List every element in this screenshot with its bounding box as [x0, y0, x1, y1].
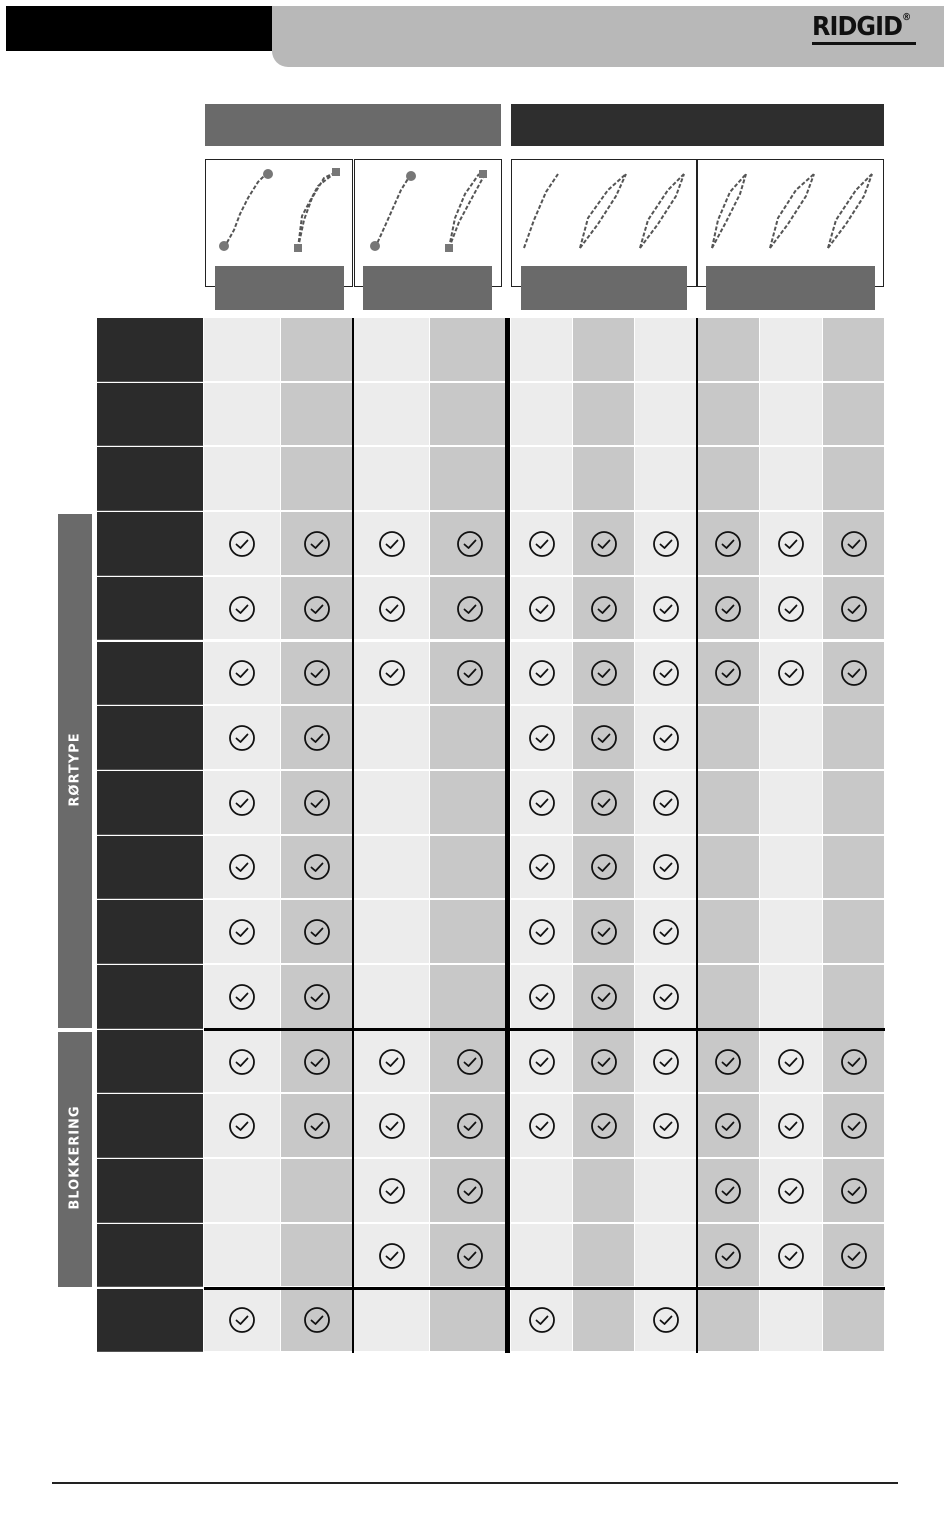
table-cell: [281, 383, 353, 447]
table-cell: [635, 1159, 696, 1223]
table-cell: [760, 836, 822, 900]
row-header: [97, 965, 203, 1029]
checkmark-icon: [777, 659, 805, 687]
table-cell: [281, 447, 353, 511]
table-cell: [823, 642, 884, 706]
table-cell: [511, 965, 572, 1029]
column-separator: [352, 318, 354, 1353]
table-cell: [430, 771, 510, 835]
table-cell: [635, 836, 696, 900]
checkmark-icon: [228, 1048, 256, 1076]
table-cell: [697, 706, 759, 770]
table-cell: [354, 447, 429, 511]
table-cell: [635, 1094, 696, 1158]
checkmark-icon: [456, 659, 484, 687]
checkmark-icon: [652, 530, 680, 558]
row-header: [97, 1030, 203, 1094]
table-cell: [511, 900, 572, 964]
table-cell: [430, 1289, 510, 1353]
checkmark-icon: [303, 789, 331, 817]
checkmark-icon: [714, 1112, 742, 1140]
checkmark-icon: [714, 1177, 742, 1205]
chain-knocker-carbide-icon: [355, 160, 503, 260]
checkmark-icon: [303, 595, 331, 623]
group-header-1: [205, 104, 501, 146]
table-cell: [354, 642, 429, 706]
checkmark-icon: [228, 983, 256, 1011]
table-cell: [281, 318, 353, 382]
column-separator: [505, 318, 510, 1353]
checkmark-icon: [590, 853, 618, 881]
table-cell: [511, 1030, 572, 1094]
table-cell: [511, 1289, 572, 1353]
table-cell: [823, 577, 884, 641]
side-tab-blockage: [58, 1032, 92, 1287]
table-cell: [635, 1224, 696, 1288]
checkmark-icon: [528, 1048, 556, 1076]
table-cell: [204, 1094, 280, 1158]
table-cell: [511, 318, 572, 382]
table-cell: [430, 318, 510, 382]
checkmark-icon: [228, 853, 256, 881]
table-cell: [204, 447, 280, 511]
checkmark-icon: [528, 659, 556, 687]
table-cell: [635, 318, 696, 382]
table-cell: [697, 771, 759, 835]
table-cell: [635, 512, 696, 576]
checkmark-icon: [840, 530, 868, 558]
row-header: [97, 706, 203, 770]
table-cell: [697, 965, 759, 1029]
table-cell: [573, 1289, 634, 1353]
logo-text: RIDGID: [812, 12, 903, 42]
checkmark-icon: [303, 659, 331, 687]
table-cell: [760, 965, 822, 1029]
checkmark-icon: [456, 530, 484, 558]
checkmark-icon: [378, 595, 406, 623]
table-cell: [511, 383, 572, 447]
row-header: [97, 1094, 203, 1158]
table-cell: [204, 965, 280, 1029]
table-cell: [573, 577, 634, 641]
header-black-bar: [6, 6, 272, 51]
table-cell: [354, 1289, 429, 1353]
table-cell: [354, 836, 429, 900]
checkmark-icon: [378, 1112, 406, 1140]
table-cell: [354, 1159, 429, 1223]
checkmark-icon: [652, 789, 680, 817]
side-tab-pipe-type: [58, 514, 92, 1028]
table-cell: [635, 771, 696, 835]
chain-knocker-triple-carbide-icon: [698, 160, 885, 260]
table-cell: [573, 1159, 634, 1223]
checkmark-icon: [456, 1048, 484, 1076]
table-cell: [204, 577, 280, 641]
table-cell: [511, 706, 572, 770]
product-label-1: [215, 266, 344, 310]
table-cell: [511, 577, 572, 641]
table-cell: [573, 836, 634, 900]
table-cell: [354, 1030, 429, 1094]
table-cell: [354, 577, 429, 641]
checkmark-icon: [590, 789, 618, 817]
checkmark-icon: [528, 595, 556, 623]
table-cell: [354, 1224, 429, 1288]
table-cell: [823, 1224, 884, 1288]
table-cell: [281, 965, 353, 1029]
table-cell: [281, 577, 353, 641]
checkmark-icon: [652, 1048, 680, 1076]
checkmark-icon: [378, 659, 406, 687]
checkmark-icon: [777, 1048, 805, 1076]
table-cell: [697, 577, 759, 641]
table-cell: [635, 447, 696, 511]
table-cell: [823, 383, 884, 447]
side-tab-pipe-type-label: RØRTYPE: [67, 732, 83, 807]
chain-knocker-triple-icon: [512, 160, 698, 260]
footer-rule: [52, 1482, 898, 1484]
table-cell: [697, 1224, 759, 1288]
checkmark-icon: [303, 530, 331, 558]
table-cell: [354, 512, 429, 576]
checkmark-icon: [840, 1048, 868, 1076]
product-label-2: [363, 266, 492, 310]
table-cell: [204, 706, 280, 770]
table-cell: [511, 447, 572, 511]
table-cell: [354, 965, 429, 1029]
table-cell: [430, 836, 510, 900]
table-cell: [204, 642, 280, 706]
table-cell: [760, 771, 822, 835]
row-header: [97, 512, 203, 576]
table-cell: [204, 512, 280, 576]
checkmark-icon: [228, 1112, 256, 1140]
checkmark-icon: [840, 595, 868, 623]
table-cell: [430, 900, 510, 964]
row-header: [97, 1224, 203, 1288]
table-cell: [281, 642, 353, 706]
checkmark-icon: [652, 724, 680, 752]
table-cell: [697, 383, 759, 447]
checkmark-icon: [228, 530, 256, 558]
ridgid-logo: [812, 12, 910, 42]
table-cell: [204, 836, 280, 900]
table-cell: [760, 1030, 822, 1094]
checkmark-icon: [303, 1048, 331, 1076]
column-separator: [696, 318, 698, 1353]
table-cell: [823, 836, 884, 900]
checkmark-icon: [714, 1242, 742, 1270]
table-cell: [354, 318, 429, 382]
table-cell: [697, 1289, 759, 1353]
table-cell: [760, 900, 822, 964]
checkmark-icon: [528, 530, 556, 558]
table-cell: [204, 318, 280, 382]
checkmark-icon: [528, 983, 556, 1011]
table-cell: [760, 577, 822, 641]
checkmark-icon: [378, 1048, 406, 1076]
checkmark-icon: [590, 659, 618, 687]
section-separator: [204, 1287, 885, 1290]
table-cell: [573, 706, 634, 770]
table-cell: [823, 706, 884, 770]
table-cell: [823, 512, 884, 576]
table-cell: [511, 1094, 572, 1158]
table-cell: [635, 900, 696, 964]
table-cell: [573, 771, 634, 835]
table-cell: [281, 771, 353, 835]
table-cell: [823, 1094, 884, 1158]
table-cell: [760, 706, 822, 770]
table-cell: [354, 706, 429, 770]
table-cell: [573, 965, 634, 1029]
checkmark-icon: [456, 595, 484, 623]
section-separator: [204, 1028, 885, 1031]
checkmark-icon: [378, 1242, 406, 1270]
row-header: [97, 447, 203, 511]
checkmark-icon: [590, 918, 618, 946]
checkmark-icon: [528, 1306, 556, 1334]
table-cell: [823, 1159, 884, 1223]
table-cell: [635, 577, 696, 641]
checkmark-icon: [840, 1242, 868, 1270]
table-cell: [760, 1289, 822, 1353]
checkmark-icon: [378, 1177, 406, 1205]
table-cell: [430, 512, 510, 576]
table-cell: [281, 1224, 353, 1288]
table-cell: [281, 512, 353, 576]
table-cell: [281, 1030, 353, 1094]
row-header: [97, 836, 203, 900]
checkmark-icon: [456, 1112, 484, 1140]
table-cell: [354, 771, 429, 835]
row-header: [97, 900, 203, 964]
table-cell: [823, 318, 884, 382]
table-cell: [697, 447, 759, 511]
checkmark-icon: [456, 1177, 484, 1205]
checkmark-icon: [528, 789, 556, 817]
table-cell: [204, 771, 280, 835]
table-cell: [760, 1094, 822, 1158]
chain-knocker-single-icon: [206, 160, 354, 260]
checkmark-icon: [228, 789, 256, 817]
checkmark-icon: [590, 1112, 618, 1140]
logo-underline: [812, 42, 916, 45]
table-cell: [430, 1094, 510, 1158]
checkmark-icon: [652, 595, 680, 623]
table-cell: [204, 1224, 280, 1288]
checkmark-icon: [378, 530, 406, 558]
checkmark-icon: [714, 530, 742, 558]
checkmark-icon: [303, 724, 331, 752]
table-cell: [430, 1159, 510, 1223]
checkmark-icon: [652, 659, 680, 687]
table-cell: [573, 447, 634, 511]
table-cell: [697, 512, 759, 576]
table-cell: [354, 1094, 429, 1158]
table-cell: [430, 706, 510, 770]
table-cell: [635, 706, 696, 770]
table-cell: [204, 1030, 280, 1094]
table-cell: [697, 1030, 759, 1094]
table-cell: [511, 836, 572, 900]
table-cell: [511, 1224, 572, 1288]
table-cell: [430, 577, 510, 641]
checkmark-icon: [528, 918, 556, 946]
checkmark-icon: [303, 983, 331, 1011]
row-header: [97, 771, 203, 835]
table-cell: [430, 1030, 510, 1094]
row-header: [97, 1159, 203, 1223]
table-cell: [204, 1289, 280, 1353]
checkmark-icon: [303, 853, 331, 881]
table-cell: [635, 383, 696, 447]
checkmark-icon: [777, 1177, 805, 1205]
table-cell: [697, 642, 759, 706]
checkmark-icon: [652, 853, 680, 881]
table-cell: [823, 965, 884, 1029]
table-cell: [354, 383, 429, 447]
checkmark-icon: [228, 918, 256, 946]
checkmark-icon: [303, 918, 331, 946]
table-cell: [204, 1159, 280, 1223]
table-cell: [573, 1224, 634, 1288]
table-cell: [573, 512, 634, 576]
table-cell: [760, 1159, 822, 1223]
table-cell: [573, 900, 634, 964]
side-tab-blockage-label: BLOKKERING: [67, 1105, 83, 1210]
table-cell: [430, 642, 510, 706]
table-cell: [760, 447, 822, 511]
table-cell: [823, 447, 884, 511]
table-cell: [430, 383, 510, 447]
table-cell: [760, 512, 822, 576]
product-label-4: [706, 266, 875, 310]
checkmark-icon: [228, 659, 256, 687]
checkmark-icon: [714, 1048, 742, 1076]
table-cell: [573, 1030, 634, 1094]
checkmark-icon: [528, 1112, 556, 1140]
checkmark-icon: [777, 1112, 805, 1140]
checkmark-icon: [228, 595, 256, 623]
table-cell: [204, 383, 280, 447]
checkmark-icon: [714, 595, 742, 623]
checkmark-icon: [590, 724, 618, 752]
checkmark-icon: [228, 724, 256, 752]
table-cell: [697, 318, 759, 382]
table-cell: [204, 900, 280, 964]
table-cell: [430, 1224, 510, 1288]
logo-mark: ®: [902, 12, 911, 23]
table-cell: [635, 642, 696, 706]
table-cell: [281, 1094, 353, 1158]
table-cell: [760, 642, 822, 706]
product-label-3: [521, 266, 687, 310]
checkmark-icon: [528, 724, 556, 752]
header-gray-tail: [272, 51, 944, 67]
row-header: [97, 642, 203, 706]
table-cell: [823, 771, 884, 835]
checkmark-icon: [840, 1177, 868, 1205]
table-cell: [281, 1159, 353, 1223]
checkmark-icon: [303, 1306, 331, 1334]
table-cell: [823, 900, 884, 964]
checkmark-icon: [840, 659, 868, 687]
row-header: [97, 383, 203, 447]
table-cell: [430, 965, 510, 1029]
table-cell: [573, 642, 634, 706]
table-cell: [635, 965, 696, 1029]
table-cell: [697, 900, 759, 964]
checkmark-icon: [528, 853, 556, 881]
table-cell: [511, 512, 572, 576]
checkmark-icon: [456, 1242, 484, 1270]
checkmark-icon: [652, 1112, 680, 1140]
table-cell: [760, 318, 822, 382]
checkmark-icon: [652, 918, 680, 946]
checkmark-icon: [303, 1112, 331, 1140]
checkmark-icon: [228, 1306, 256, 1334]
table-cell: [573, 318, 634, 382]
table-cell: [573, 1094, 634, 1158]
table-cell: [697, 836, 759, 900]
checkmark-icon: [590, 983, 618, 1011]
table-cell: [281, 706, 353, 770]
table-cell: [511, 1159, 572, 1223]
table-cell: [697, 1094, 759, 1158]
group-header-2: [511, 104, 884, 146]
table-cell: [430, 447, 510, 511]
row-header: [97, 1289, 203, 1353]
table-cell: [823, 1289, 884, 1353]
checkmark-icon: [652, 1306, 680, 1334]
row-header: [97, 577, 203, 641]
table-cell: [281, 836, 353, 900]
table-cell: [760, 383, 822, 447]
table-cell: [635, 1289, 696, 1353]
table-cell: [281, 900, 353, 964]
table-cell: [823, 1030, 884, 1094]
checkmark-icon: [777, 530, 805, 558]
checkmark-icon: [777, 595, 805, 623]
table-cell: [511, 771, 572, 835]
checkmark-icon: [714, 659, 742, 687]
checkmark-icon: [777, 1242, 805, 1270]
checkmark-icon: [840, 1112, 868, 1140]
table-cell: [760, 1224, 822, 1288]
table-cell: [635, 1030, 696, 1094]
checkmark-icon: [590, 530, 618, 558]
table-cell: [511, 642, 572, 706]
table-cell: [354, 900, 429, 964]
row-header: [97, 318, 203, 382]
checkmark-icon: [652, 983, 680, 1011]
table-cell: [573, 383, 634, 447]
table-cell: [281, 1289, 353, 1353]
checkmark-icon: [590, 1048, 618, 1076]
table-cell: [697, 1159, 759, 1223]
checkmark-icon: [590, 595, 618, 623]
